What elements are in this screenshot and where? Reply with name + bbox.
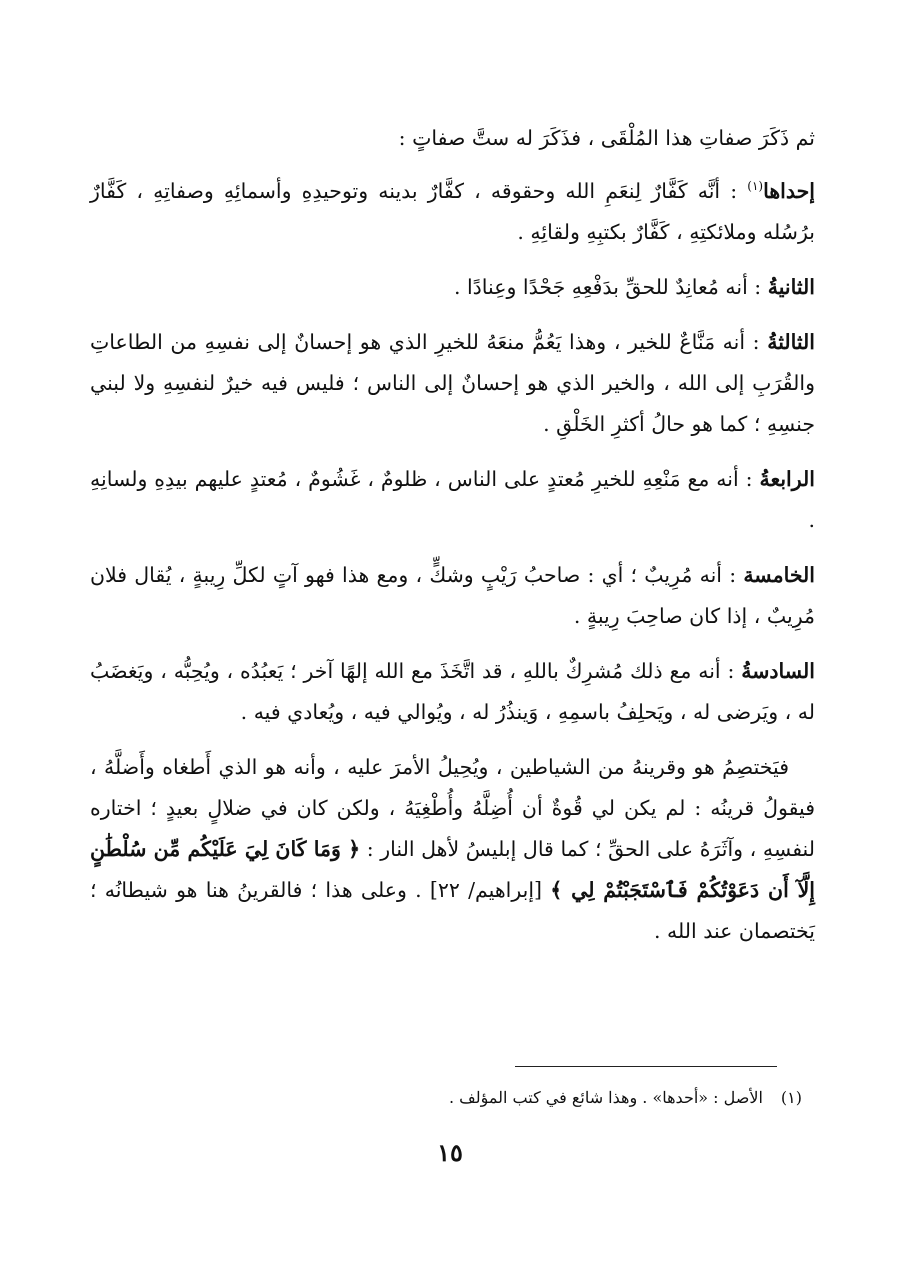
paragraph-fourth-trait <box>90 459 815 541</box>
paragraph-text: : أنه مع مَنْعِهِ للخيرِ مُعتدٍ على الناس ، ظلومٌ ، غَشُومٌ ، مُعتدٍ عليهم بيدِهِ ولسانِهِ . <box>90 467 815 532</box>
paragraph-text: : أنه مُرِيبٌ ؛ أي : صاحبُ رَيْبٍ وشكٍّ ، ومع هذا فهو آتٍ لكلِّ رِيبةٍ ، يُقال فلان مُرِيبٌ ، إذا كان صاحِبَ رِيبةٍ . <box>90 563 815 628</box>
paragraph-lead: السادسةُ <box>741 659 815 683</box>
paragraph-lead: إحداها <box>763 179 815 203</box>
footnote-reference: (١) <box>747 179 764 194</box>
paragraph-lead: الثالثةُ <box>767 330 815 354</box>
paragraph-sixth-trait <box>90 651 815 733</box>
paragraph-text: فيَختصِمُ هو وقرينهُ من الشياطين ، ويُحِيلُ الأمرَ عليه ، وأنه هو الذي أَطغاه وأَضلَّهُ ، فيقولُ قرينُه : لم يكن لي قُوةٌ أن أُضِلَّهُ وأُطْغِيَهُ ، ولكن كان في ضلالٍ بعيدٍ ؛ اختاره لنفسِهِ ، وآثَرَهُ على الحقِّ ؛ كما قال إبليسُ لأهل النار : <box>90 755 815 861</box>
paragraph-lead: الثانيةُ <box>767 275 815 299</box>
paragraph-fifth-trait <box>90 555 815 637</box>
paragraph-text: : أنه مع ذلك مُشرِكٌ باللهِ ، قد اتَّخَذَ مع الله إلهًا آخر ؛ يَعبُدُه ، ويُحِبُّه ، ويَغضَبُ له ، ويَرضى له ، ويَحلِفُ باسمِهِ ، وَينذُرُ له ، ويُوالي فيه ، ويُعادي فيه . <box>90 659 815 724</box>
paragraph-second-trait <box>90 267 815 308</box>
intro-paragraph: ثم ذَكَرَ صفاتِ هذا المُلْقَى ، فذَكَرَ له ستَّ صفاتٍ : <box>398 126 815 150</box>
paragraph-text: : أنه مَنَّاعٌ للخير ، وهذا يَعُمُّ منعَهُ للخيرِ الذي هو إحسانٌ إلى نفسِهِ من الطاعاتِ والقُرَبِ إلى الله ، والخير الذي هو إحسانٌ إلى الناس ؛ فليس فيه خيرٌ لنفسِهِ ولا لبني جنسِهِ ؛ كما هو حالُ أكثرِ الخَلْقِ . <box>90 330 815 436</box>
paragraph-lead: الرابعةُ <box>759 467 815 491</box>
page-number: ١٥ <box>437 1138 463 1167</box>
quran-verse: ﴿ وَمَا كَانَ لِيَ عَلَيْكُم مِّن سُلْطَٰنٍ إِلَّآ أَن دَعَوْتُكُمْ فَٱسْتَجَبْتُمْ لِي ﴾ <box>90 837 815 902</box>
paragraph-text: : أنه مُعانِدٌ للحقِّ بدَفْعِهِ جَحْدًا وعِنادًا . <box>453 275 768 299</box>
footnote <box>90 1085 802 1111</box>
paragraph-text: : أنَّه كَفَّارٌ لِنعَمِ الله وحقوقه ، كفَّارٌ بدينه وتوحيدِهِ وأسمائِهِ وصفاتِهِ ، كَفَّارٌ برُسُله وملائكتِهِ ، كَفَّارٌ بكتبِهِ ولقائِهِ . <box>90 179 815 244</box>
paragraph-first-trait <box>90 171 815 253</box>
page-body <box>90 118 815 966</box>
paragraph-dispute <box>90 747 815 952</box>
footnote-separator <box>515 1066 777 1067</box>
paragraph-third-trait <box>90 322 815 445</box>
paragraph-lead: الخامسة <box>743 563 815 587</box>
footnote-text: الأصل : «أحدها» . وهذا شائع في كتب المؤلف . <box>449 1088 763 1107</box>
paragraph-text: [إبراهيم/ ٢٢] . وعلى هذا ؛ فالقرينُ هنا هو شيطانُه ؛ يَختصمان عند الله . <box>90 878 815 943</box>
footnote-number: (١) <box>780 1088 802 1107</box>
